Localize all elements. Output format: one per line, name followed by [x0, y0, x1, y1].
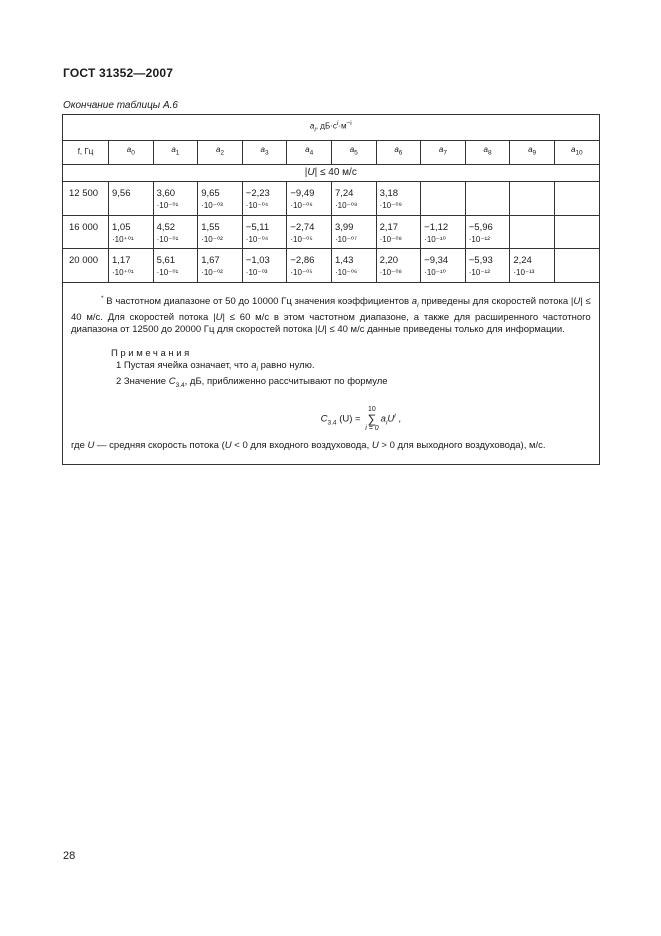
row-frequency: 20 000 [63, 248, 109, 282]
header-a9: $a_9$ [510, 141, 555, 165]
table-cell: 1,67 ·10⁻⁰² [198, 248, 243, 282]
table-cell: 4,52 ·10⁻⁰¹ [153, 215, 198, 248]
note-1: 1 Пустая ячейка означает, что $a_i$ равно нулю. [116, 359, 315, 373]
page-number: 28 [63, 850, 76, 862]
table-row [63, 248, 600, 282]
formula: $C_{3.4}$ (U) = 10 ∑ $i = 0a_iU^i$ , [320, 405, 402, 432]
table-cell [510, 181, 555, 215]
table-cell [554, 215, 599, 248]
table-cell [465, 181, 510, 215]
table-cell: 1,43 ·10⁻⁰⁶ [331, 248, 376, 282]
notes-title: Примечания [111, 347, 192, 359]
row-frequency: 16 000 [63, 215, 109, 248]
notes-row [63, 282, 600, 464]
table-cell: 7,24 ·10⁻⁰⁸ [331, 181, 376, 215]
table-cell: 5,61 ·10⁻⁰¹ [153, 248, 198, 282]
table-cell: −2,23 ·10⁻⁰⁴ [242, 181, 287, 215]
table-cell: 1,05 ·10⁺⁰¹ [109, 215, 154, 248]
table-cell [421, 181, 466, 215]
header-a8: $a_8$ [465, 141, 510, 165]
header-a5: $a_5$ [331, 141, 376, 165]
table-cell: 2,20 ·10⁻⁰⁸ [376, 248, 421, 282]
header-a10: $a_{10}$ [554, 141, 599, 165]
formula-explanation: где U — средняя скорость потока (U < 0 для входного воздуховода, U > 0 для выходного воздуховода), м/с. [71, 439, 546, 451]
table-cell: 3,99 ·10⁻⁰⁷ [331, 215, 376, 248]
header-a0: $a_0$ [109, 141, 154, 165]
units-header-row [63, 115, 600, 141]
table-cell [510, 215, 555, 248]
table-cell [554, 181, 599, 215]
table-row [63, 181, 600, 215]
table-cell: 9,56 [109, 181, 154, 215]
note-2: 2 Значение $C_{3.4}$, дБ, приближенно рассчитывают по формуле [116, 375, 388, 389]
table-cell: −5,11 ·10⁻⁰⁴ [242, 215, 287, 248]
footnote: * В частотном диапазоне от 50 до 10000 Гц значения коэффициентов $a_i$ приведены для скоростей потока |U| ≤ 40 м/с. Для скоростей потока |U| ≤ 60 м/с в этом частотном диапазоне, а также для расширенного частотного диапазона от 12500 до 20000 Гц для скоростей потока |U| ≤ 40 м/с данные приведены только для информации. [71, 294, 591, 335]
velocity-subheader: |U| ≤ 40 м/с [63, 164, 600, 181]
table-cell [554, 248, 599, 282]
table-cell: 1,55 ·10⁻⁰² [198, 215, 243, 248]
table-cell: −1,12 ·10⁻¹⁰ [421, 215, 466, 248]
table-cell: 2,17 ·10⁻⁰⁸ [376, 215, 421, 248]
table-cell: 2,24 ·10⁻¹³ [510, 248, 555, 282]
table-caption: Окончание таблицы А.6 [63, 100, 178, 111]
row-frequency: 12 500 [63, 181, 109, 215]
table-cell: 3,60 ·10⁻⁰¹ [153, 181, 198, 215]
table-cell: −1,03 ·10⁻⁰³ [242, 248, 287, 282]
notes-cell [63, 282, 600, 464]
header-a7: $a_7$ [421, 141, 466, 165]
header-a1: $a_1$ [153, 141, 198, 165]
header-a2: $a_2$ [198, 141, 243, 165]
document-code: ГОСТ 31352—2007 [63, 66, 174, 80]
units-header: $a_i$, $дБ\cdot с^i\cdot м^{-i}$ [63, 115, 600, 141]
table-cell: −9,34 ·10⁻¹⁰ [421, 248, 466, 282]
table-cell: 9,65 ·10⁻⁰³ [198, 181, 243, 215]
table-cell: −5,93 ·10⁻¹² [465, 248, 510, 282]
coefficients-table [62, 114, 600, 465]
header-a3: $a_3$ [242, 141, 287, 165]
table-row [63, 215, 600, 248]
table-cell: −2,74 ·10⁻⁰⁵ [287, 215, 332, 248]
header-a4: $a_4$ [287, 141, 332, 165]
header-frequency: f, Гц [63, 141, 109, 165]
table-cell: −9,49 ·10⁻⁰⁶ [287, 181, 332, 215]
table-cell: 1,17 ·10⁺⁰¹ [109, 248, 154, 282]
table-cell: 3,18 ·10⁻⁰⁹ [376, 181, 421, 215]
table-cell: −5,96 ·10⁻¹² [465, 215, 510, 248]
summation: 10 ∑ i = 0 [365, 405, 379, 432]
table-cell: −2,86 ·10⁻⁰⁵ [287, 248, 332, 282]
velocity-subheader-row [63, 164, 600, 181]
header-a6: $a_6$ [376, 141, 421, 165]
column-header-row [63, 141, 600, 165]
